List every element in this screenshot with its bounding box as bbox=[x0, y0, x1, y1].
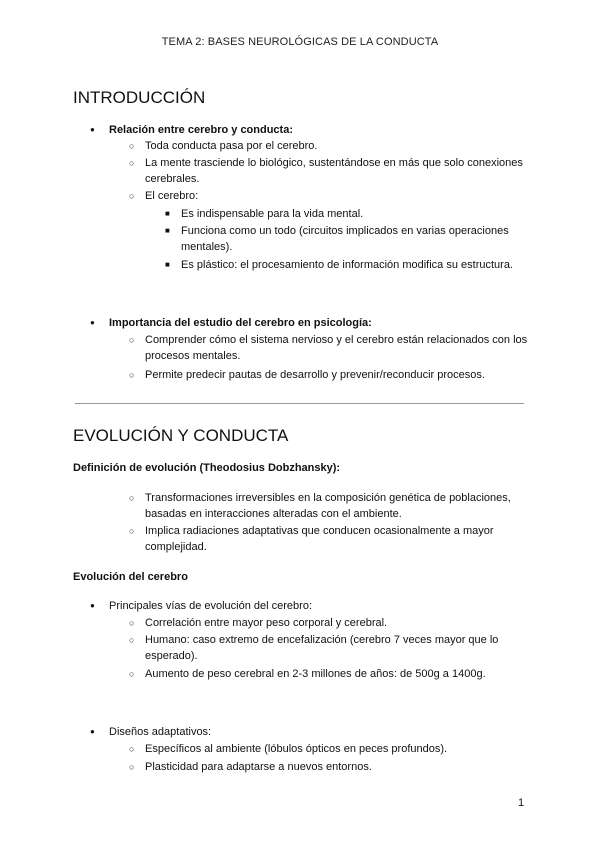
page-header: TEMA 2: BASES NEUROLÓGICAS DE LA CONDUCTA bbox=[161, 36, 439, 48]
subbullet-radiaciones-line2: complejidad. bbox=[145, 541, 207, 553]
bullet-relacion: ● Relación entre cerebro y conducta: bbox=[109, 122, 293, 138]
subbullet-especificos: ○ Específicos al ambiente (lóbulos ópticos en peces profundos). bbox=[145, 741, 447, 757]
heading-definicion-evolucion: Definición de evolución (Theodosius Dobzhansky): bbox=[73, 462, 341, 474]
subbullet-transformaciones-line1: ○ Transformaciones irreversibles en la composición genética de poblaciones, bbox=[145, 490, 528, 506]
heading-evolucion-cerebro: Evolución del cerebro bbox=[73, 571, 188, 583]
subbullet-transformaciones-line2: basadas en interacciones alteradas con el ambiente. bbox=[145, 508, 402, 520]
subbullet-radiaciones-line1: ○ Implica radiaciones adaptativas que conducen ocasionalmente a mayor bbox=[145, 523, 528, 539]
item-indispensable: ■ Es indispensable para la vida mental. bbox=[181, 206, 363, 222]
section-title-introduccion: INTRODUCCIÓN bbox=[73, 88, 206, 107]
subbullet-comprender-line2: procesos mentales. bbox=[145, 350, 241, 362]
subbullet-predecir: ○ Permite predecir pautas de desarrollo y prevenir/reconducir procesos. bbox=[145, 367, 485, 383]
bullet-importancia: ● Importancia del estudio del cerebro en psicología: bbox=[109, 315, 372, 331]
item-funciona-line1: ■ Funciona como un todo (circuitos implicados en varias operaciones bbox=[181, 223, 528, 239]
item-plastico: ■ Es plástico: el procesamiento de información modifica su estructura. bbox=[181, 257, 513, 273]
subbullet-humano-line1: ○ Humano: caso extremo de encefalización (cerebro 7 veces mayor que lo bbox=[145, 632, 528, 648]
subbullet-aumento-peso: ○ Aumento de peso cerebral en 2-3 millones de años: de 500g a 1400g. bbox=[145, 666, 486, 682]
item-funciona-line2: mentales). bbox=[181, 241, 233, 253]
section-divider bbox=[75, 403, 524, 404]
subbullet-humano-line2: esperado). bbox=[145, 650, 198, 662]
page-number: 1 bbox=[518, 797, 525, 809]
bullet-principales-vias: ● Principales vías de evolución del cerebro: bbox=[109, 598, 312, 614]
subbullet-toda-conducta: ○ Toda conducta pasa por el cerebro. bbox=[145, 138, 317, 154]
bullet-disenos-adaptativos: ● Diseños adaptativos: bbox=[109, 724, 211, 740]
subbullet-el-cerebro: ○ El cerebro: bbox=[145, 188, 198, 204]
subbullet-mente-line1: ○ La mente trasciende lo biológico, sustentándose en más que solo conexiones bbox=[145, 155, 528, 171]
subbullet-mente-line2: cerebrales. bbox=[145, 173, 200, 185]
subbullet-correlacion: ○ Correlación entre mayor peso corporal y cerebral. bbox=[145, 615, 387, 631]
subbullet-plasticidad: ○ Plasticidad para adaptarse a nuevos entornos. bbox=[145, 759, 372, 775]
section-title-evolucion: EVOLUCIÓN Y CONDUCTA bbox=[73, 426, 289, 445]
subbullet-comprender-line1: ○ Comprender cómo el sistema nervioso y el cerebro están relacionados con los bbox=[145, 332, 528, 348]
